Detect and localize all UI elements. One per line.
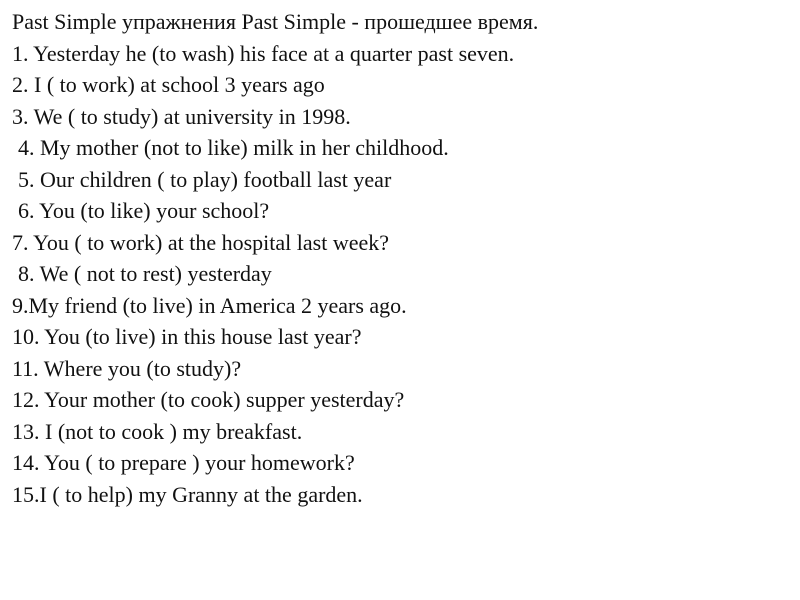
exercise-item-13: 13. I (not to cook ) my breakfast. <box>12 418 303 444</box>
page-title: Past Simple упражнения Past Simple - прошедшее время. <box>12 9 539 34</box>
exercise-item-11: 11. Where you (to study)? <box>12 355 242 381</box>
exercise-item-1: 1. Yesterday he (to wash) his face at a quarter past seven. <box>12 40 515 66</box>
exercise-item-6: 6. You (to like) your school? <box>18 198 270 223</box>
exercise-item-9: 9.My friend (to live) in America 2 years ago. <box>12 292 407 318</box>
exercise-item-15: 15.I ( to help) my Granny at the garden. <box>12 481 363 507</box>
exercise-item-10: 10. You (to live) in this house last year? <box>12 324 362 349</box>
exercise-item-4: 4. My mother (not to like) milk in her childhood. <box>18 135 449 160</box>
exercise-item-2: 2. I ( to work) at school 3 years ago <box>12 72 325 97</box>
exercise-sheet <box>12 6 792 510</box>
exercise-item-5: 5. Our children ( to play) football last year <box>18 166 392 192</box>
exercise-item-3: 3. We ( to study) at university in 1998. <box>12 103 351 129</box>
exercise-item-14: 14. You ( to prepare ) your homework? <box>12 450 355 475</box>
exercise-item-12: 12. Your mother (to cook) supper yesterday? <box>12 387 405 412</box>
exercise-item-8: 8. We ( not to rest) yesterday <box>18 261 272 286</box>
exercise-item-7: 7. You ( to work) at the hospital last week? <box>12 229 389 255</box>
